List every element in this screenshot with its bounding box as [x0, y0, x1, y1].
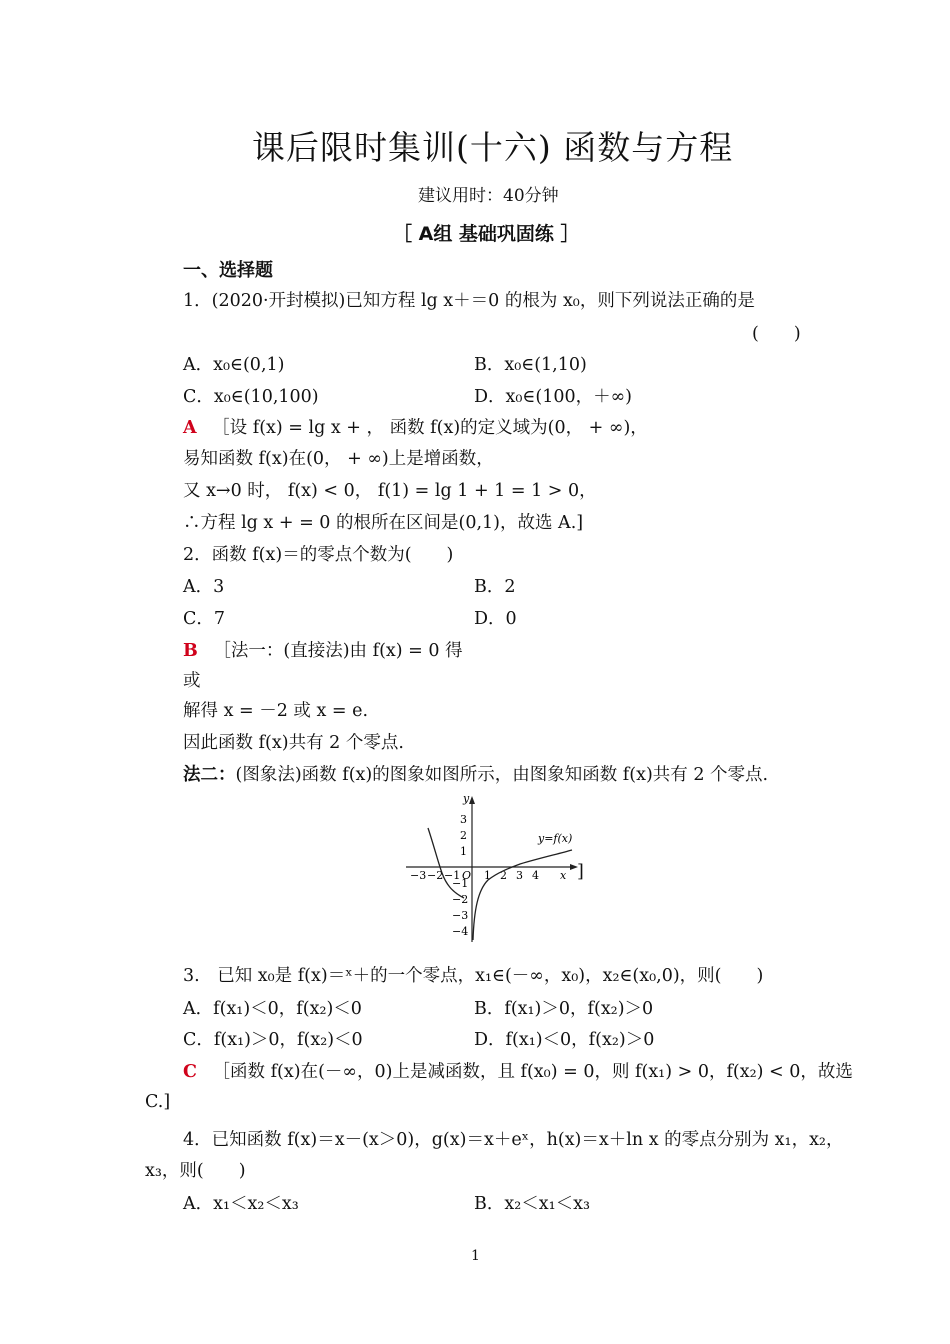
function-graph — [400, 790, 590, 950]
q1-stem: 1．(2020·开封模拟)已知方程 lg x＋＝0 的根为 x₀，则下列说法正确的是 — [183, 291, 755, 311]
suggested-time: 建议用时：40分钟 — [418, 186, 559, 206]
y-tick-1: 1 — [460, 845, 467, 858]
q2-option-b: B．2 — [474, 577, 516, 597]
q2-stem: 2．函数 f(x)＝的零点个数为( ) — [183, 545, 454, 565]
x-tick-2: 2 — [500, 869, 507, 882]
q4-stem-line-1: 4．已知函数 f(x)＝x－(x＞0)，g(x)＝x＋eˣ，h(x)＝x＋ln x 的零点分别为 x₁，x₂， — [183, 1130, 844, 1150]
q2-solution-line-3: 解得 x = －2 或 x = e. — [183, 701, 369, 721]
y-tick-neg1: −1 — [452, 877, 469, 890]
q4-option-a: A．x₁＜x₂＜x₃ — [183, 1194, 299, 1214]
q1-option-b: B．x₀∈(1,10) — [474, 355, 587, 375]
x-tick-neg1: −1 — [444, 869, 461, 882]
q1-option-c: C．x₀∈(10,100) — [183, 387, 319, 407]
page-number: 1 — [471, 1248, 480, 1264]
y-tick-3: 3 — [460, 813, 467, 826]
q2-solution-line-4: 因此函数 f(x)共有 2 个零点. — [183, 733, 404, 753]
curve-right-branch — [473, 850, 572, 940]
page-title: 课后限时集训(十六) 函数与方程 — [252, 128, 734, 167]
q2-solution-line-2: 或 — [183, 671, 201, 691]
q1-solution-line-2: 易知函数 f(x)在(0， + ∞)上是增函数， — [183, 449, 494, 469]
q2-method-two-label: 法二： — [183, 765, 236, 785]
x-tick-neg2: −2 — [427, 869, 444, 882]
q2-solution-line-1 — [183, 637, 463, 662]
q3-option-c: C．f(x₁)＞0，f(x₂)＜0 — [183, 1030, 363, 1050]
q3-option-b: B．f(x₁)＞0，f(x₂)＞0 — [474, 999, 654, 1019]
q3-option-d: D．f(x₁)＜0，f(x₂)＞0 — [474, 1030, 655, 1050]
group-label: ［ A组 基础巩固练 ］ — [393, 223, 580, 245]
q1-answer-paren: ( ) — [752, 324, 801, 344]
x-axis-label: x — [560, 869, 567, 882]
q3-stem: 3. 已知 x₀是 f(x)＝ˣ＋的一个零点，x₁∈(－∞，x₀)，x₂∈(x₀,0)，则( ) — [183, 966, 764, 986]
q3-answer-letter: C — [183, 1062, 197, 1082]
y-axis-label: y — [463, 792, 470, 805]
q1-solution-line-1 — [183, 414, 648, 439]
x-tick-4: 4 — [532, 869, 539, 882]
q2-solution-text-1: ［法一：(直接法)由 f(x) = 0 得 — [213, 641, 463, 661]
origin-label: O — [462, 869, 472, 882]
q3-option-a: A．f(x₁)＜0，f(x₂)＜0 — [183, 999, 362, 1019]
q2-option-c: C．7 — [183, 609, 226, 629]
y-tick-neg4: −4 — [452, 925, 469, 938]
x-tick-neg3: −3 — [410, 869, 427, 882]
q2-option-a: A．3 — [183, 577, 225, 597]
q3-solution-line-2: C.] — [145, 1092, 171, 1112]
y-axis-arrow — [469, 796, 475, 804]
q2-option-d: D．0 — [474, 609, 517, 629]
y-tick-2: 2 — [460, 829, 467, 842]
y-tick-neg3: −3 — [452, 909, 469, 922]
q2-solution-line-5 — [183, 761, 768, 786]
curve-label: y=f(x) — [538, 832, 573, 845]
q4-stem-line-2: x₃，则( ) — [145, 1161, 246, 1181]
q1-solution-line-3: 又 x→0 时， f(x) < 0， f(1) = lg 1 + 1 = 1 > 0， — [183, 481, 597, 501]
q1-solution-text-1: ［设 f(x) = lg x + ， 函数 f(x)的定义域为(0， + ∞)， — [212, 418, 648, 438]
q2-method-two-text: (图象法)函数 f(x)的图象如图所示，由图象知函数 f(x)共有 2 个零点. — [235, 765, 769, 785]
q1-option-d: D．x₀∈(100，＋∞) — [474, 387, 633, 407]
q1-option-a: A．x₀∈(0,1) — [183, 355, 285, 375]
q2-answer-letter: B — [183, 641, 198, 661]
q2-solution-close: ] — [577, 862, 584, 882]
q3-solution-line-1 — [183, 1058, 853, 1083]
x-tick-1: 1 — [484, 869, 491, 882]
q3-solution-text-1: ［函数 f(x)在(－∞，0)上是减函数，且 f(x₀) = 0，则 f(x₁) > 0，f(x₂) < 0，故选 — [212, 1062, 853, 1082]
q4-option-b: B．x₂＜x₁＜x₃ — [474, 1194, 591, 1214]
q1-solution-line-4: ∴方程 lg x + = 0 的根所在区间是(0,1)，故选 A.] — [183, 513, 584, 533]
section-heading: 一、选择题 — [183, 260, 273, 281]
q1-answer-letter: A — [183, 418, 197, 438]
x-tick-3: 3 — [516, 869, 523, 882]
y-tick-neg2: −2 — [452, 893, 469, 906]
